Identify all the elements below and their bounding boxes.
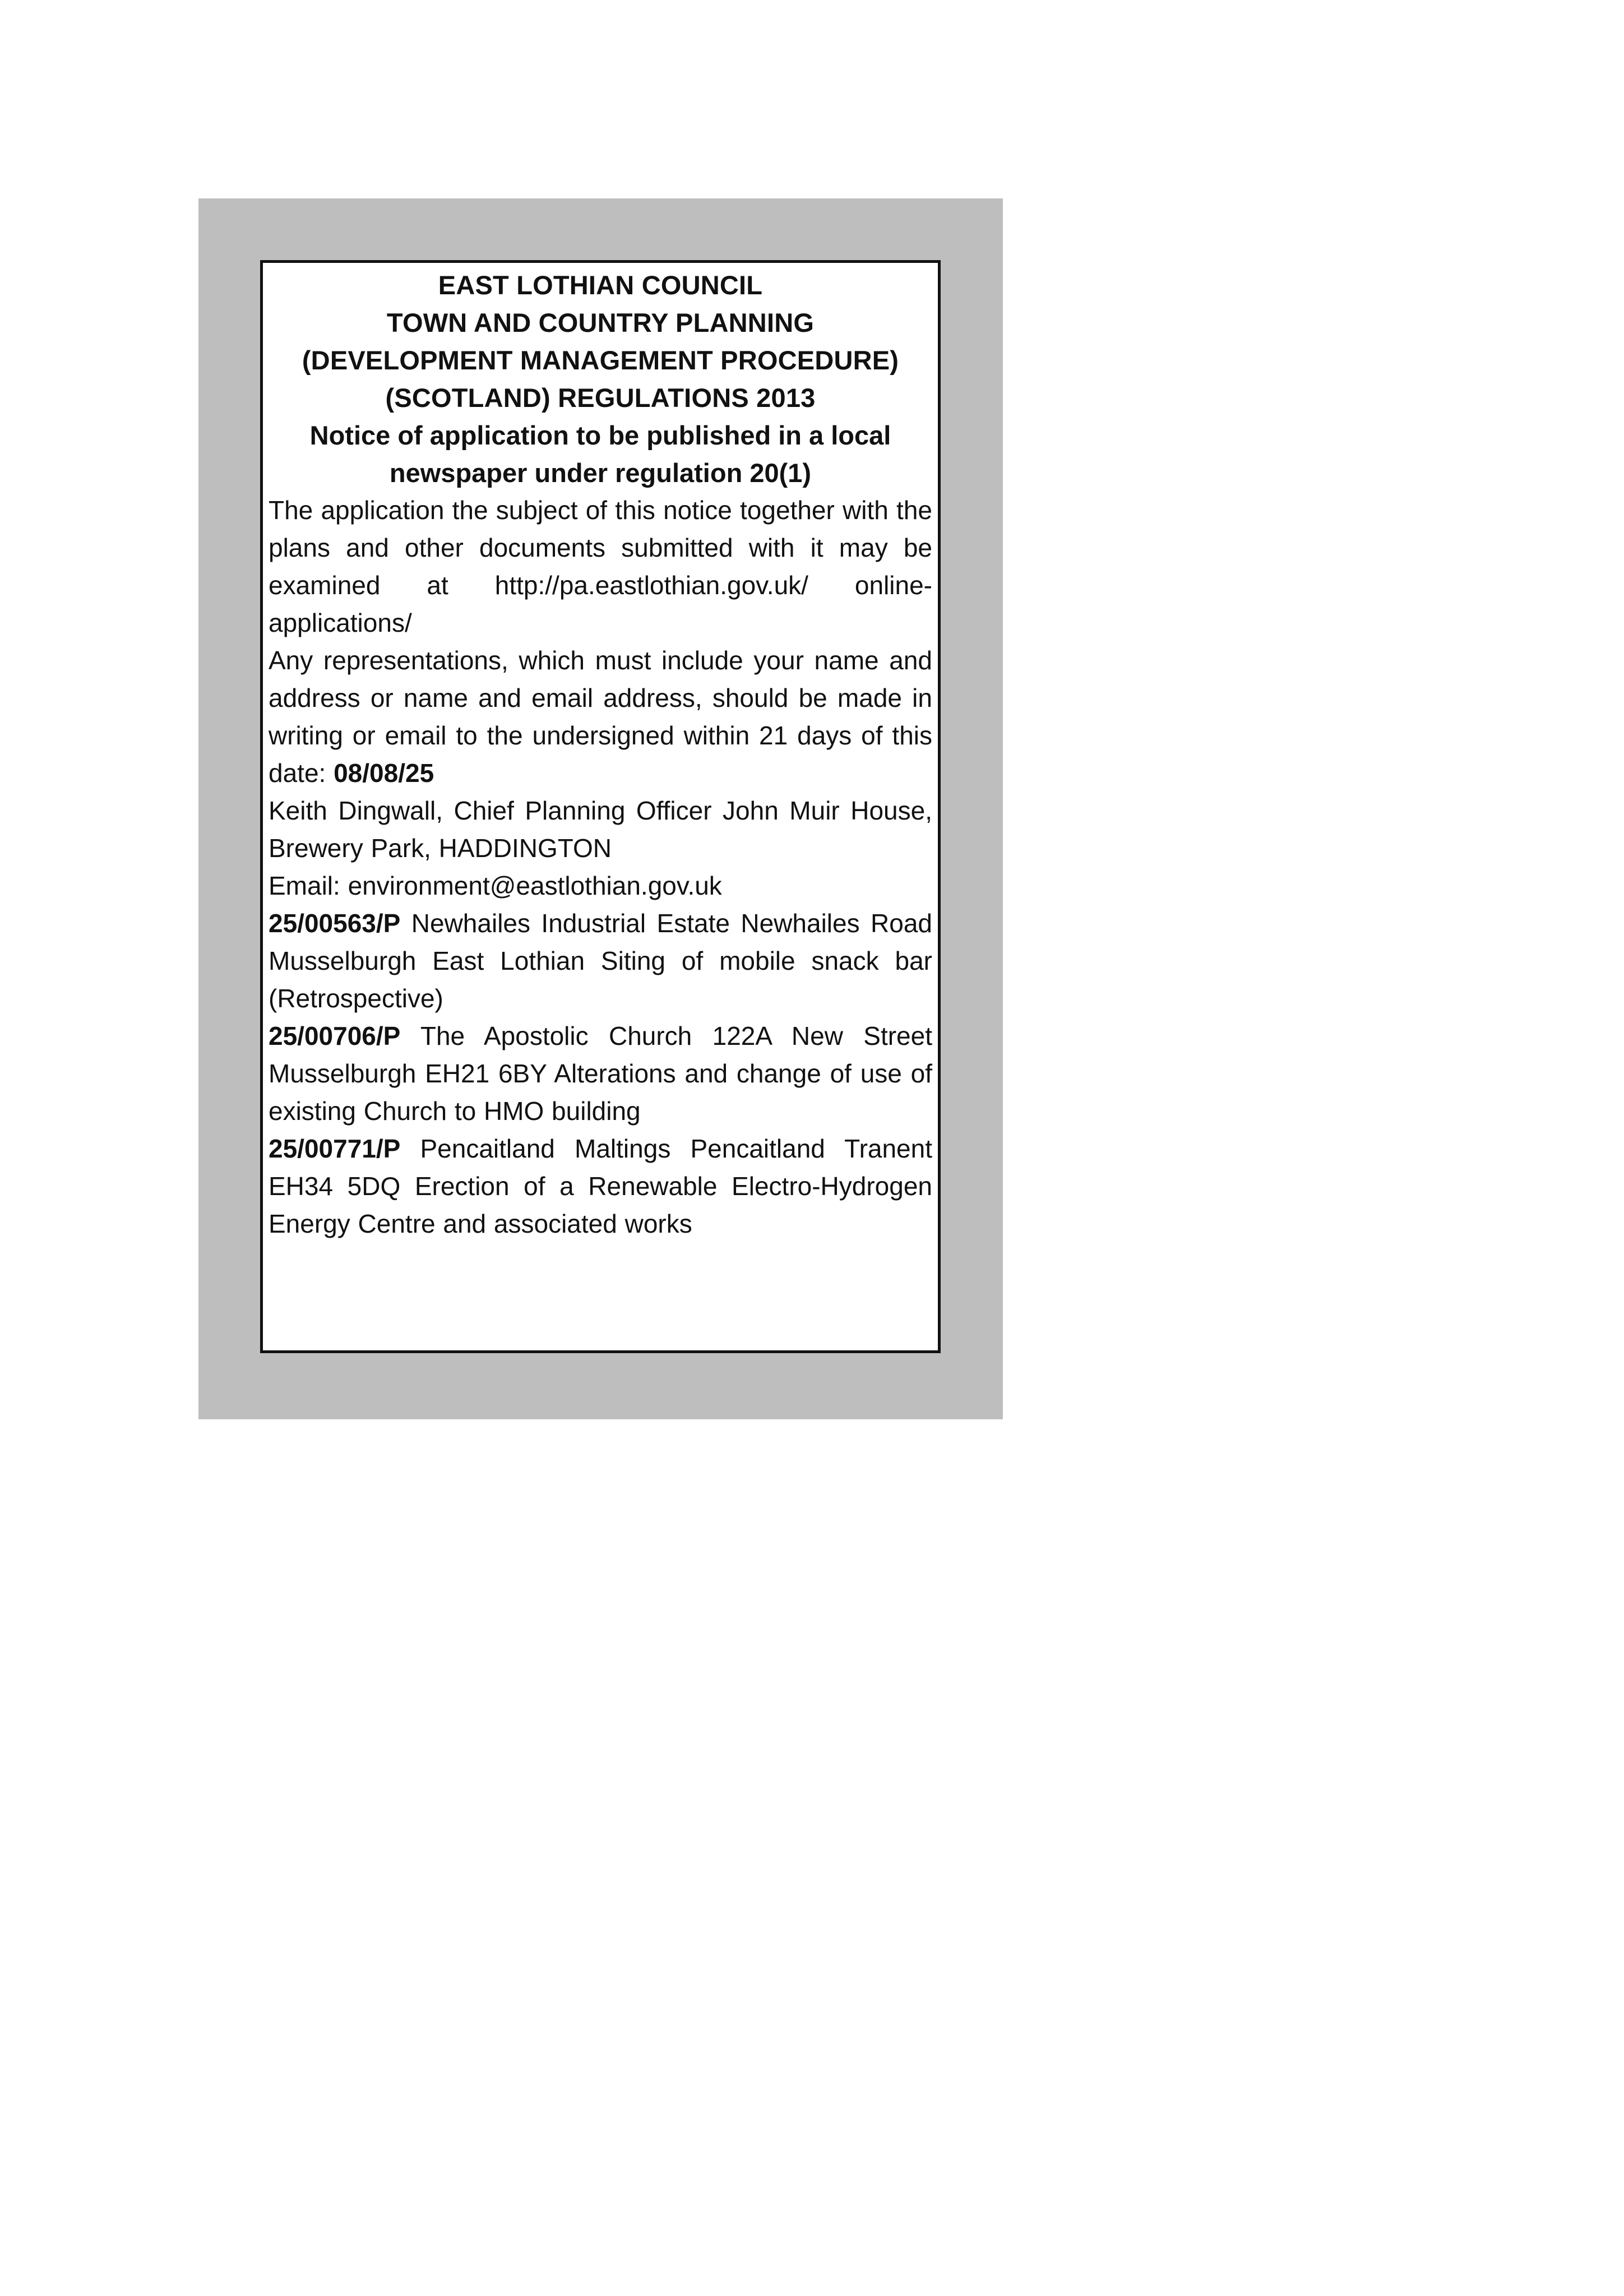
notice-heading-council: EAST LOTHIAN COUNCIL: [438, 270, 763, 300]
application-entry: [269, 905, 932, 1017]
application-description: The Apostolic Church 122A New Street Musselburgh EH21 6BY Alterations and change of use of existing Church to HMO building: [269, 1021, 932, 1126]
application-reference: 25/00706/P: [269, 1021, 401, 1050]
notice-heading-act: TOWN AND COUNTRY PLANNING: [386, 308, 815, 337]
representations-text: Any representations, which must include your name and address or name and email address, should be made in writing or email to the undersigned within 21 days of this date:: [269, 646, 932, 788]
notice-subheading-line-2: newspaper under regulation 20(1): [389, 458, 812, 488]
planning-notice: [260, 260, 941, 1353]
representations-paragraph: [269, 642, 932, 792]
notice-heading-regulations: (SCOTLAND) REGULATIONS 2013: [385, 383, 816, 413]
application-entry: [269, 1017, 932, 1130]
application-reference: 25/00771/P: [269, 1134, 401, 1163]
notice-heading-procedure: (DEVELOPMENT MANAGEMENT PROCEDURE): [302, 345, 899, 375]
officer-paragraph: Keith Dingwall, Chief Planning Officer John Muir House, Brewery Park, HADDINGTON: [269, 796, 932, 863]
application-reference: 25/00563/P: [269, 909, 401, 938]
notice-date: 08/08/25: [334, 758, 434, 788]
application-description: Newhailes Industrial Estate Newhailes Road Musselburgh East Lothian Siting of mobile snack bar (Retrospective): [269, 909, 933, 1013]
notice-background: [198, 198, 1003, 1419]
application-description: Pencaitland Maltings Pencaitland Tranent EH34 5DQ Erection of a Renewable Electro-Hydrogen Energy Centre and associated works: [269, 1134, 933, 1238]
application-entry: [269, 1130, 932, 1243]
notice-subheading-line-1: Notice of application to be published in a local: [309, 420, 891, 450]
examination-paragraph: The application the subject of this notice together with the plans and other documents submitted with it may be examined at http://pa.eastlothian.gov.uk/ online-applications/: [269, 496, 932, 637]
email-line: Email: environment@eastlothian.gov.uk: [269, 871, 722, 900]
